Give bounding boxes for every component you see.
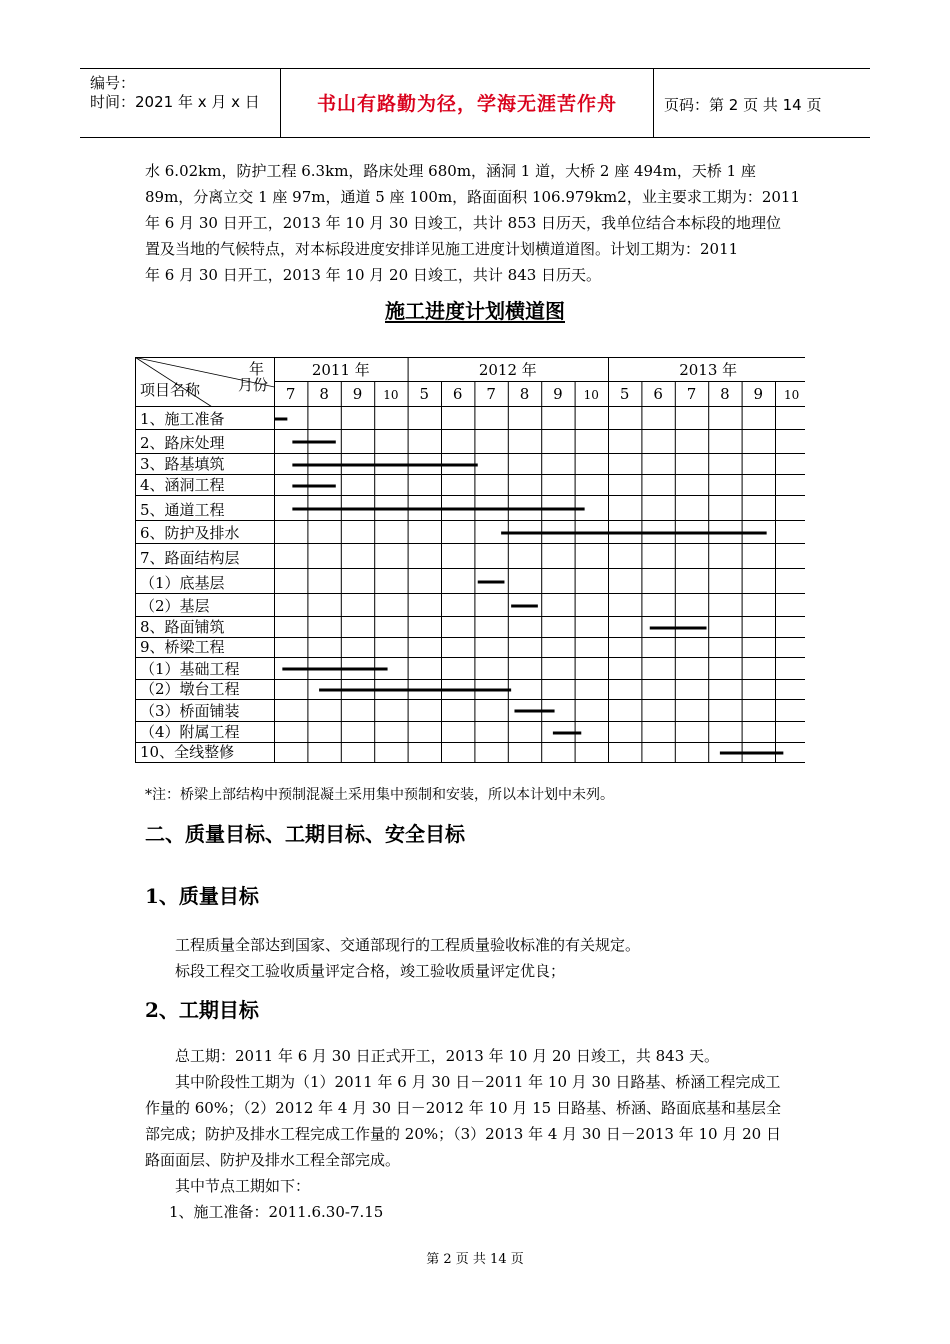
task-label: 5、通道工程 [140,501,225,519]
month-label: 10 [583,388,599,402]
month-label: 6 [653,385,663,403]
document-number: 编号： [90,74,136,92]
schedule-heading: 2、工期目标 [145,998,259,1022]
header-motto-cell [281,69,654,137]
task-label: 8、路面铺筑 [140,618,225,636]
year-label: 2013 年 [679,361,738,379]
gantt-title-text: 施工进度计划横道图 [385,299,565,323]
schedule-line: 1、施工准备：2011.6.30-7.15 [169,1203,384,1221]
quality-paragraph [145,932,811,984]
intro-line: 年 6 月 30 日开工，2013 年 10 月 20 日竣工，共计 843 日历天。 [145,266,602,284]
task-label: 10、全线整修 [140,743,235,761]
intro-paragraph [145,158,811,288]
month-label: 9 [553,385,563,403]
schedule-line: 部完成；防护及排水工程完成工作量的 20%；（3）2013 年 4 月 30 日－2013 年 10 月 20 日 [145,1125,781,1143]
chart-note: *注：桥梁上部结构中预制混凝土采用集中预制和安装，所以本计划中未列。 [145,787,614,803]
month-label: 5 [619,385,630,403]
section-title: 二、质量目标、工期目标、安全目标 [145,822,465,846]
task-label: 3、路基填筑 [140,455,225,473]
quality-line: 标段工程交工验收质量评定合格，竣工验收质量评定优良； [175,962,566,980]
task-label: 9、桥梁工程 [140,638,225,656]
month-label: 8 [319,385,329,403]
month-label: 9 [753,385,764,403]
task-label: 1、施工准备 [140,410,225,428]
year-label: 2012 年 [478,361,537,379]
month-label: 9 [352,385,363,403]
schedule-line: 总工期：2011 年 6 月 30 日正式开工，2013 年 10 月 20 日竣工，共 843 天。 [175,1047,720,1065]
task-label: （3）桥面铺装 [140,702,240,720]
month-label: 10 [383,388,399,402]
quality-line: 工程质量全部达到国家、交通部现行的工程质量验收标准的有关规定。 [175,936,641,954]
intro-line: 水 6.02km，防护工程 6.3km，路床处理 680m，涵洞 1 道，大桥 2 座 494m，天桥 1 座 [145,162,756,180]
task-label: （1）底基层 [140,574,225,592]
task-label: 7、路面结构层 [140,549,240,567]
page-info: 页码：第 2 页 共 14 页 [664,96,822,114]
header-page-cell [654,69,870,137]
corner-item-label: 项目名称 [140,381,201,399]
schedule-line: 路面面层、防护及排水工程全部完成。 [145,1151,401,1169]
page-header [80,68,870,138]
intro-line: 年 6 月 30 日开工，2013 年 10 月 30 日竣工，共计 853 日历天，我单位结合本标段的地理位 [145,214,782,232]
schedule-line: 其中阶段性工期为（1）2011 年 6 月 30 日－2011 年 10 月 30 日路基、桥涵工程完成工 [175,1073,781,1091]
month-label: 7 [486,385,496,403]
task-label: （4）附属工程 [140,723,240,741]
task-label: （2）基层 [140,597,210,615]
month-label: 8 [720,385,730,403]
corner-year-label: 年 [248,360,264,378]
corner-month-label: 月份 [237,376,268,394]
task-label: 4、涵洞工程 [140,476,225,494]
page-footer: 第 2 页 共 14 页 [426,1252,524,1267]
gantt-title [0,295,950,324]
header-meta-cell [80,69,281,137]
task-label: 6、防护及排水 [140,524,240,542]
month-label: 8 [519,385,530,403]
month-label: 7 [686,385,697,403]
month-label: 6 [452,385,463,403]
schedule-paragraph [145,1043,811,1225]
month-label: 10 [784,388,800,402]
schedule-line: 作量的 60%；（2）2012 年 4 月 30 日－2012 年 10 月 15 日路基、桥涵、路面底基和基层全 [145,1099,781,1117]
intro-line: 置及当地的气候特点，对本标段进度安排详见施工进度计划横道道图。计划工期为：2011 [145,240,739,258]
schedule-line: 其中节点工期如下： [175,1177,311,1195]
year-label: 2011 年 [311,361,370,379]
month-label: 5 [419,385,430,403]
task-label: （2）墩台工程 [140,680,240,698]
motto: 书山有路勤为径，学海无涯苦作舟 [316,93,617,115]
task-label: （1）基础工程 [140,660,240,678]
intro-line: 89m，分离立交 1 座 97m，通道 5 座 100m，路面面积 106.979km2，业主要求工期为：2011 [145,188,801,206]
gantt-chart [135,357,805,764]
month-label: 7 [285,385,296,403]
quality-heading: 1、质量目标 [145,884,259,908]
document-date: 时间：2021 年 x 月 x 日 [90,93,260,111]
task-label: 2、路床处理 [140,434,225,452]
